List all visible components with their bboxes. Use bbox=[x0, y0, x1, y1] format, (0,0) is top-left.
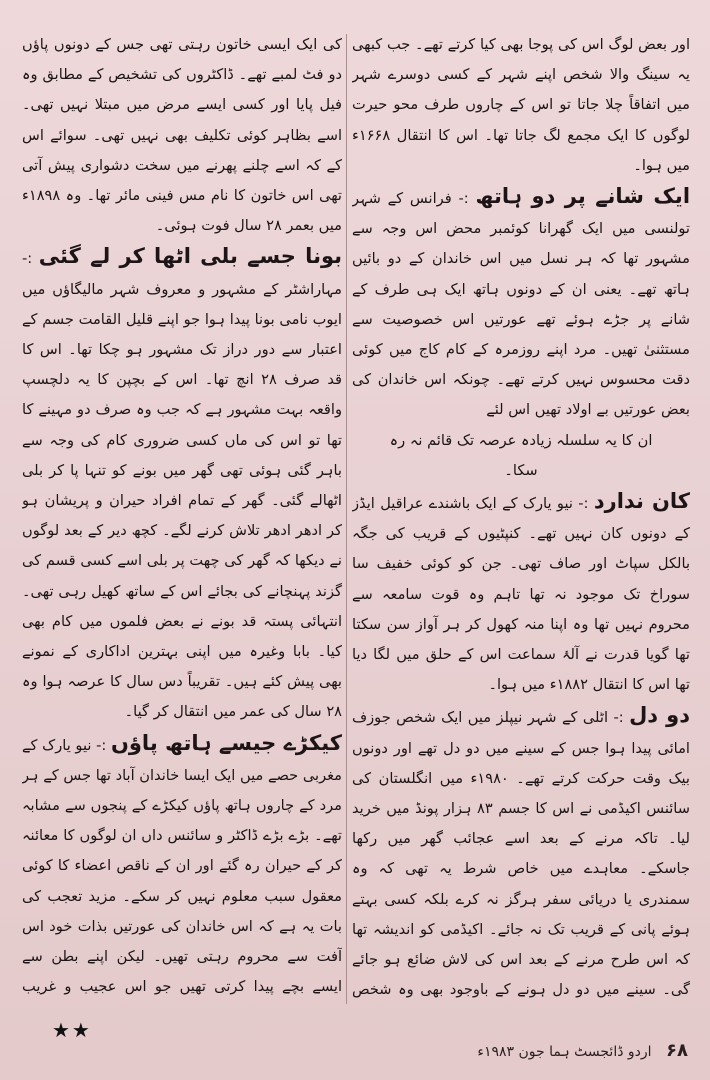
right-column bbox=[352, 30, 690, 1010]
paragraph-no-ears: :- نیو یارک کے ایک باشندے عراقیل ایڈز کے دونوں کان نہیں تھے۔ کنپٹیوں کے قریب کی جگہ بالکل سپاٹ اور صاف تھی۔ جن کو کوئی خفیف سا سوراخ تک موجود نہ تھا تاہم وہ قوت سامعہ سے محروم نہیں تھا وہ اپنا منہ کھول کر ہر آواز سن سکتا تھا گویا قدرت نے آلۂ سماعت اس کے حلق میں لگا دیا تھا اس کا انتقال ۱۸۸۲ء میں ہوا۔ bbox=[352, 495, 690, 694]
star-ornament: ★★ bbox=[52, 1018, 92, 1042]
paragraph-long-feet-cont: کی ایک ایسی خاتون رہتی تھی جس کے دونوں پاؤں دو فٹ لمبے تھے۔ ڈاکٹروں کی تشخیص کے مطابق وہ فیل پایا اور کسی ایسے مرض میں مبتلا نہیں تھی۔ اسے بظاہر کوئی تکلیف بھی نہیں تھی۔ سوائے اس کے کہ اسے چلنے پھرنے میں سخت دشواری پیش آتی تھی اس خاتون کا نام مس فینی مائر تھا۔ وہ ۱۸۹۸ء میں بعمر ۲۸ سال فوت ہوئی۔ bbox=[22, 36, 342, 235]
paragraph-two-hands: :- فرانس کے شہر تولنسی میں ایک گھرانا کوئمبر محض اس وجہ سے مشہور تھا کہ ہر نسل میں اس خاندان کے دو بائیں ہاتھ تھے۔ یعنی ان کے دونوں ہاتھ ایک ہی طرف کے شانے پر جڑے ہوئے تھے عورتیں اس خصوصیت سے مستثنیٰ تھیں۔ مرد اپنے روزمرہ کے کام کاج میں کوئی دقت محسوس نہیں کرتے تھے۔ چونکہ اس خاندان کی بعض عورتیں بے اولاد تھیں اس لئے bbox=[352, 190, 690, 419]
footer-magazine-issue: اردو ڈائجسٹ ہما جون ۱۹۸۳ء bbox=[477, 1044, 652, 1060]
left-column bbox=[22, 30, 342, 1010]
section-two-hearts bbox=[352, 700, 690, 1010]
section-dwarf-cat bbox=[22, 241, 342, 727]
page-footer bbox=[477, 1040, 688, 1061]
heading-two-hands: ایک شانے پر دو ہاتھ bbox=[475, 184, 690, 209]
page-number: ۶۸ bbox=[666, 1040, 688, 1061]
section-crab-hands bbox=[22, 728, 342, 1010]
section-two-hands bbox=[352, 181, 690, 426]
section-no-ears bbox=[352, 486, 690, 700]
paragraph-horn-man: اور بعض لوگ اس کی پوجا بھی کیا کرتے تھے۔ جب کبھی یہ سینگ والا شخص اپنے شہر کے کسی دوسرے شہر میں اتفاقاً چلا جاتا تو اس کے چاروں طرف محو حیرت لوگوں کا ایک مجمع لگ جاتا تھا۔ اس کا انتقال ۱۶۶۸ء میں ہوا۔ bbox=[352, 36, 690, 174]
heading-dwarf-cat: بونا جسے بلی اٹھا کر لے گئی bbox=[38, 244, 342, 269]
heading-no-ears: کان ندارد bbox=[593, 489, 690, 514]
paragraph-dwarf-cat: :- مہاراشٹر کے مشہور و معروف شہر مالیگاؤں میں ایوب نامی بونا پیدا ہوا جو اپنے قلیل القامت جسم کے اعتبار سے دور دراز تک مشہور ہو چکا تھا۔ اس کا قد صرف ۲۸ انچ تھا۔ اس کے بچپن کا یہ دلچسپ واقعہ بہت مشہور ہے کہ جب وہ صرف دو مہینے کا تھا تو اس کی ماں کسی ضروری کام کی وجہ سے باہر گئی ہوئی تھی گھر میں بونے کو تنہا پا کر بلی اٹھالے گئی۔ گھر کے تمام افراد حیران و پریشان ہو کر ادھر ادھر تلاش کرنے لگے۔ کچھ دیر کے بعد لوگوں نے دیکھا کہ گھر کی چھت پر بلی اسے کسی قسم کی گزند پہنچانے کی بجائے اس کے ساتھ کھیل رہی تھی۔ انتہائی پستہ قد بونے نے بعض فلموں میں کام بھی کیا۔ بابا وغیرہ میں اپنی بہترین اداکاری کے نمونے بھی پیش کئے ہیں۔ تقریباً دس سال کا عرصہ ہوا وہ ۲۸ سال کی عمر میں انتقال کر گیا۔ bbox=[22, 250, 342, 721]
paragraph-crab-hands: :- نیو یارک کے مغربی حصے میں ایک ایسا خاندان آباد تھا جس کے ہر مرد کے چاروں ہاتھ پاؤں کیکڑے کے پنجوں سے مشابہ تھے۔ بڑے بڑے ڈاکٹر و سائنس داں ان لوگوں کا معائنہ کر کے حیران رہ گئے اور ان کے ناقص اعضاء کا کوئی معقول سبب معلوم نہیں کر سکے۔ مزید تعجب کی بات یہ ہے کہ اس خاندان کی عورتیں بذات خود اس آفت سے محروم رہتی تھیں۔ لیکن اپنے بطن سے ایسے بچے پیدا کرتی تھیں جو اس عجیب و غریب bbox=[22, 736, 342, 996]
paragraph-two-hearts: :- اٹلی کے شہر نیپلز میں ایک شخص جوزف امائی پیدا ہوا جس کے سینے میں دو دل تھے اور دونوں بیک وقت حرکت کرتے تھے۔ ۱۹۸۰ء میں انگلستان کی سائنس اکیڈمی نے اس کا جسم ۸۳ ہزار پونڈ میں خرید لیا۔ تاکہ مرنے کے بعد اسے عجائب گھر میں رکھا جاسکے۔ معاہدے میں خاص شرط یہ تھی کہ وہ سمندری یا دریائی سفر ہرگز نہ کرے بلکہ کسی بہتے ہوئے پانی کے قریب تک نہ جائے۔ اکیڈمی کو اندیشہ تھا کہ اس طرح مرنے کے بعد اس کی لاش ضائع ہو جائے گی۔ سینے میں دو دل ہونے کے باوجود بھی وہ شخص bbox=[352, 709, 690, 999]
column-divider bbox=[346, 34, 347, 1004]
heading-crab-hands: کیکڑے جیسے ہاتھ پاؤں bbox=[110, 730, 342, 755]
paragraph-two-hands-end: ان کا یہ سلسلہ زیادہ عرصہ تک قائم نہ رہ سکا۔ bbox=[389, 431, 653, 479]
heading-two-hearts: دو دل bbox=[629, 703, 690, 728]
